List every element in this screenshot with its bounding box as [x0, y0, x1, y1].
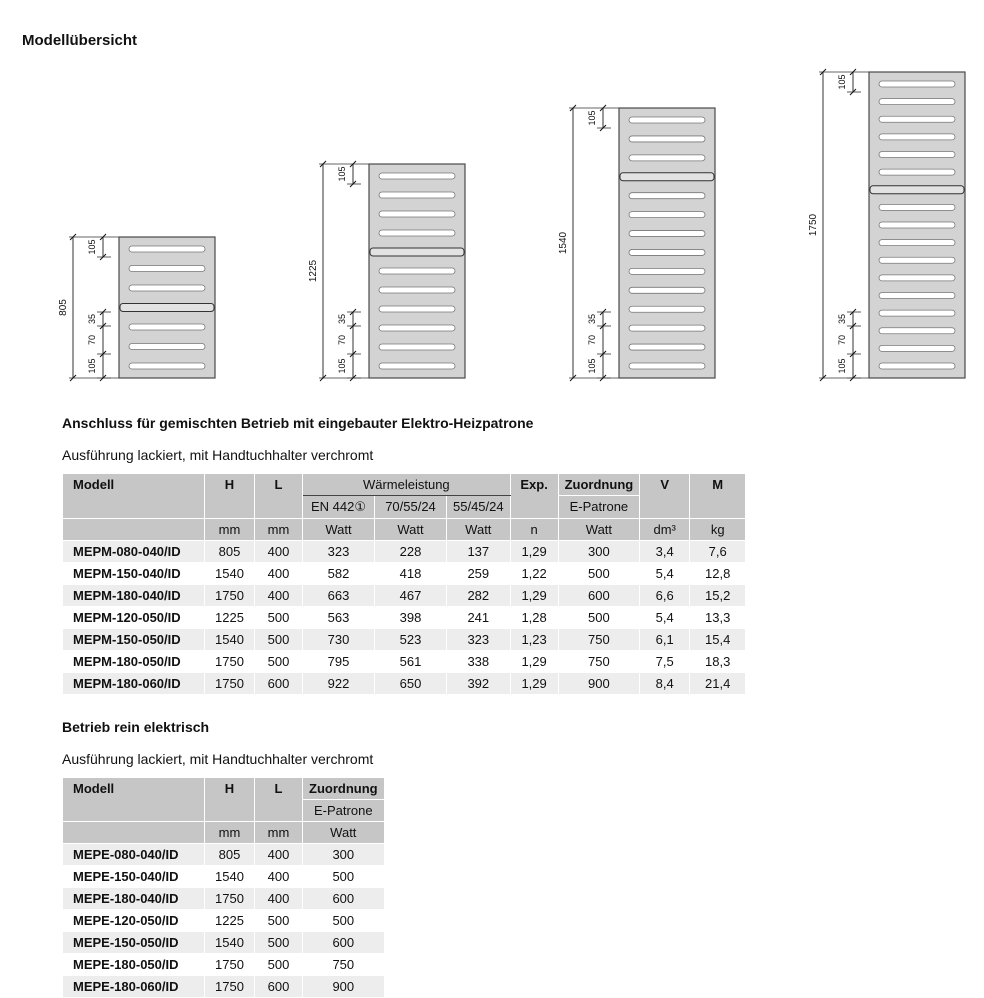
dimension-label: 70 [587, 334, 597, 346]
dimension-label: 35 [87, 313, 97, 325]
radiator-slat [879, 293, 955, 299]
value-cell: 6,6 [640, 585, 690, 607]
table-row [63, 888, 385, 910]
radiator-slat [879, 240, 955, 246]
value-cell: 392 [447, 673, 511, 695]
unit-mm-h: mm [205, 822, 255, 844]
col-header-h: H [205, 778, 255, 822]
col-header-55-45-24: 55/45/24 [447, 496, 511, 519]
value-cell: 1540 [205, 629, 255, 651]
value-cell: 1750 [205, 651, 255, 673]
radiator-diagram-1540 [557, 100, 727, 391]
value-cell: 750 [558, 651, 640, 673]
radiator-figure [307, 156, 477, 386]
value-cell: 1,28 [510, 607, 558, 629]
radiator-slat [879, 363, 955, 369]
value-cell: 259 [447, 563, 511, 585]
value-cell: 7,5 [640, 651, 690, 673]
value-cell: 500 [255, 910, 303, 932]
value-cell: 795 [303, 651, 375, 673]
radiator-slat [379, 287, 455, 293]
table-row [63, 607, 746, 629]
value-cell: 563 [303, 607, 375, 629]
radiator-slat [879, 134, 955, 140]
table-row [63, 844, 385, 866]
electric-table-body [63, 844, 385, 998]
model-cell: MEPM-180-060/ID [63, 673, 205, 695]
radiator-slat [629, 306, 705, 312]
unit-n: n [510, 519, 558, 541]
value-cell: 582 [303, 563, 375, 585]
dimension-label: 70 [87, 334, 97, 346]
dimension-label: 1540 [558, 231, 569, 255]
value-cell: 1,29 [510, 651, 558, 673]
radiator-slat [379, 344, 455, 350]
unit-dm3: dm³ [640, 519, 690, 541]
radiator-diagram-1225 [307, 156, 477, 391]
radiator-slat [879, 257, 955, 263]
model-cell: MEPE-120-050/ID [63, 910, 205, 932]
col-header-v: V [640, 474, 690, 519]
col-header-epatrone: E-Patrone [303, 800, 385, 822]
model-cell: MEPM-080-040/ID [63, 541, 205, 563]
section-heading-mixed: Anschluss für gemischten Betrieb mit eingebauter Elektro-Heizpatrone [62, 415, 534, 431]
radiator-slat [379, 230, 455, 236]
value-cell: 500 [255, 651, 303, 673]
value-cell: 323 [447, 629, 511, 651]
table-row [63, 629, 746, 651]
radiator-slat [879, 169, 955, 175]
model-cell: MEPE-180-040/ID [63, 888, 205, 910]
electric-table-head [63, 778, 385, 844]
value-cell: 600 [255, 673, 303, 695]
radiator-slat [629, 268, 705, 274]
radiator-body [619, 108, 715, 378]
towel-rail [870, 186, 964, 194]
value-cell: 8,4 [640, 673, 690, 695]
col-header-l: L [255, 474, 303, 519]
value-cell: 663 [303, 585, 375, 607]
col-header-zuordnung: Zuordnung [303, 778, 385, 800]
radiator-slat [629, 136, 705, 142]
mixed-table-body [63, 541, 746, 695]
value-cell: 500 [255, 932, 303, 954]
value-cell: 300 [303, 844, 385, 866]
radiator-slat [879, 204, 955, 210]
section-heading-electric: Betrieb rein elektrisch [62, 719, 210, 735]
unit-watt-epatrone: Watt [303, 822, 385, 844]
value-cell: 418 [375, 563, 447, 585]
table-row [63, 651, 746, 673]
dimension-label: 105 [837, 74, 847, 90]
value-cell: 500 [255, 629, 303, 651]
radiator-slat [879, 310, 955, 316]
value-cell: 500 [303, 866, 385, 888]
value-cell: 1225 [205, 607, 255, 629]
radiator-slat [129, 285, 205, 291]
unit-watt-70-55-24: Watt [375, 519, 447, 541]
table-row [63, 954, 385, 976]
value-cell: 467 [375, 585, 447, 607]
mixed-operation-table [62, 473, 746, 695]
radiator-slat [629, 155, 705, 161]
model-cell: MEPM-180-050/ID [63, 651, 205, 673]
value-cell: 400 [255, 888, 303, 910]
value-cell: 15,4 [690, 629, 746, 651]
unit-blank [63, 519, 205, 541]
dimension-label: 35 [587, 313, 597, 325]
value-cell: 805 [205, 844, 255, 866]
value-cell: 1225 [205, 910, 255, 932]
value-cell: 600 [255, 976, 303, 998]
radiator-figure [557, 100, 727, 386]
unit-watt-55-45-24: Watt [447, 519, 511, 541]
radiator-slat [379, 173, 455, 179]
unit-blank [63, 822, 205, 844]
value-cell: 922 [303, 673, 375, 695]
unit-watt-epatrone: Watt [558, 519, 640, 541]
table-row [63, 563, 746, 585]
radiator-slat [129, 363, 205, 369]
value-cell: 228 [375, 541, 447, 563]
dimension-label: 105 [587, 358, 597, 374]
value-cell: 1750 [205, 888, 255, 910]
col-header-m: M [690, 474, 746, 519]
value-cell: 6,1 [640, 629, 690, 651]
towel-rail [370, 248, 464, 256]
table-row [63, 932, 385, 954]
dimension-label: 105 [337, 358, 347, 374]
col-header-modell: Modell [63, 778, 205, 822]
radiator-slat [629, 344, 705, 350]
value-cell: 523 [375, 629, 447, 651]
value-cell: 13,3 [690, 607, 746, 629]
unit-kg: kg [690, 519, 746, 541]
radiator-slat [629, 249, 705, 255]
value-cell: 1,23 [510, 629, 558, 651]
dimension-label: 105 [837, 358, 847, 374]
value-cell: 323 [303, 541, 375, 563]
model-cell: MEPE-180-050/ID [63, 954, 205, 976]
value-cell: 282 [447, 585, 511, 607]
radiator-slat [379, 306, 455, 312]
value-cell: 300 [558, 541, 640, 563]
col-header-waermeleistung: Wärmeleistung [303, 474, 511, 496]
radiator-slat [629, 287, 705, 293]
dimension-label: 70 [837, 334, 847, 346]
radiator-slat [129, 344, 205, 350]
col-header-epatrone: E-Patrone [558, 496, 640, 519]
page-title: Modellübersicht [22, 32, 138, 49]
value-cell: 338 [447, 651, 511, 673]
col-header-zuordnung: Zuordnung [558, 474, 640, 496]
radiator-slat [379, 268, 455, 274]
value-cell: 1,29 [510, 541, 558, 563]
col-header-l: L [255, 778, 303, 822]
model-cell: MEPM-120-050/ID [63, 607, 205, 629]
dimension-label: 1225 [308, 259, 319, 283]
radiator-slat [879, 152, 955, 158]
value-cell: 500 [303, 910, 385, 932]
model-cell: MEPM-150-040/ID [63, 563, 205, 585]
value-cell: 1750 [205, 976, 255, 998]
radiator-slat [379, 363, 455, 369]
value-cell: 12,8 [690, 563, 746, 585]
radiator-slat [629, 363, 705, 369]
finish-note-mixed: Ausführung lackiert, mit Handtuchhalter verchromt [62, 447, 374, 463]
value-cell: 5,4 [640, 563, 690, 585]
dimension-label: 105 [87, 239, 97, 255]
value-cell: 730 [303, 629, 375, 651]
radiator-slat [629, 212, 705, 218]
radiator-slat [129, 266, 205, 272]
radiator-slat [379, 211, 455, 217]
value-cell: 500 [255, 954, 303, 976]
value-cell: 5,4 [640, 607, 690, 629]
value-cell: 500 [558, 563, 640, 585]
towel-rail [620, 173, 714, 181]
model-cell: MEPM-150-050/ID [63, 629, 205, 651]
radiator-slat [879, 275, 955, 281]
value-cell: 1,29 [510, 585, 558, 607]
mixed-table-head [63, 474, 746, 541]
value-cell: 3,4 [640, 541, 690, 563]
value-cell: 398 [375, 607, 447, 629]
value-cell: 241 [447, 607, 511, 629]
model-cell: MEPE-150-040/ID [63, 866, 205, 888]
value-cell: 900 [558, 673, 640, 695]
value-cell: 900 [303, 976, 385, 998]
radiator-slat [129, 246, 205, 252]
radiator-slat [879, 328, 955, 334]
radiator-diagram-1750 [807, 64, 977, 391]
value-cell: 600 [303, 888, 385, 910]
unit-mm-h: mm [205, 519, 255, 541]
unit-watt-en442: Watt [303, 519, 375, 541]
table-row [63, 910, 385, 932]
radiator-slat [879, 99, 955, 105]
radiator-slat [379, 192, 455, 198]
value-cell: 805 [205, 541, 255, 563]
radiator-diagram-805 [57, 229, 227, 391]
dimension-label: 105 [587, 110, 597, 126]
table-row [63, 673, 746, 695]
col-header-70-55-24: 70/55/24 [375, 496, 447, 519]
radiator-slat [629, 325, 705, 331]
value-cell: 650 [375, 673, 447, 695]
value-cell: 561 [375, 651, 447, 673]
value-cell: 400 [255, 844, 303, 866]
model-cell: MEPE-180-060/ID [63, 976, 205, 998]
dimension-label: 805 [58, 299, 69, 316]
radiator-slat [879, 345, 955, 351]
dimension-label: 1750 [808, 213, 819, 237]
value-cell: 137 [447, 541, 511, 563]
radiator-figure [807, 64, 977, 386]
col-header-en442: EN 442① [303, 496, 375, 519]
radiator-slat [629, 117, 705, 123]
value-cell: 1750 [205, 585, 255, 607]
value-cell: 18,3 [690, 651, 746, 673]
unit-mm-l: mm [255, 822, 303, 844]
dimension-label: 35 [337, 313, 347, 325]
value-cell: 1750 [205, 954, 255, 976]
value-cell: 500 [255, 607, 303, 629]
radiator-slat [879, 81, 955, 87]
radiator-slat [879, 222, 955, 228]
radiator-slat [629, 231, 705, 237]
value-cell: 600 [303, 932, 385, 954]
table-row [63, 866, 385, 888]
col-header-modell: Modell [63, 474, 205, 519]
table-row [63, 585, 746, 607]
value-cell: 750 [303, 954, 385, 976]
radiator-slat [379, 325, 455, 331]
value-cell: 1540 [205, 932, 255, 954]
model-cell: MEPM-180-040/ID [63, 585, 205, 607]
table-row [63, 976, 385, 998]
col-header-exp: Exp. [510, 474, 558, 519]
value-cell: 400 [255, 585, 303, 607]
radiator-diagrams [57, 61, 984, 391]
col-header-h: H [205, 474, 255, 519]
finish-note-electric: Ausführung lackiert, mit Handtuchhalter verchromt [62, 751, 374, 767]
electric-operation-table [62, 777, 385, 998]
value-cell: 400 [255, 866, 303, 888]
value-cell: 21,4 [690, 673, 746, 695]
unit-mm-l: mm [255, 519, 303, 541]
value-cell: 1,29 [510, 673, 558, 695]
value-cell: 500 [558, 607, 640, 629]
value-cell: 1,22 [510, 563, 558, 585]
dimension-label: 105 [337, 166, 347, 182]
model-cell: MEPE-150-050/ID [63, 932, 205, 954]
radiator-figure [57, 229, 227, 386]
value-cell: 600 [558, 585, 640, 607]
radiator-slat [129, 324, 205, 330]
value-cell: 15,2 [690, 585, 746, 607]
model-cell: MEPE-080-040/ID [63, 844, 205, 866]
value-cell: 400 [255, 563, 303, 585]
dimension-label: 70 [337, 334, 347, 346]
dimension-label: 105 [87, 358, 97, 374]
radiator-slat [879, 116, 955, 122]
radiator-slat [629, 193, 705, 199]
value-cell: 7,6 [690, 541, 746, 563]
value-cell: 400 [255, 541, 303, 563]
value-cell: 1750 [205, 673, 255, 695]
value-cell: 750 [558, 629, 640, 651]
value-cell: 1540 [205, 866, 255, 888]
value-cell: 1540 [205, 563, 255, 585]
towel-rail [120, 304, 214, 312]
dimension-label: 35 [837, 313, 847, 325]
table-row [63, 541, 746, 563]
